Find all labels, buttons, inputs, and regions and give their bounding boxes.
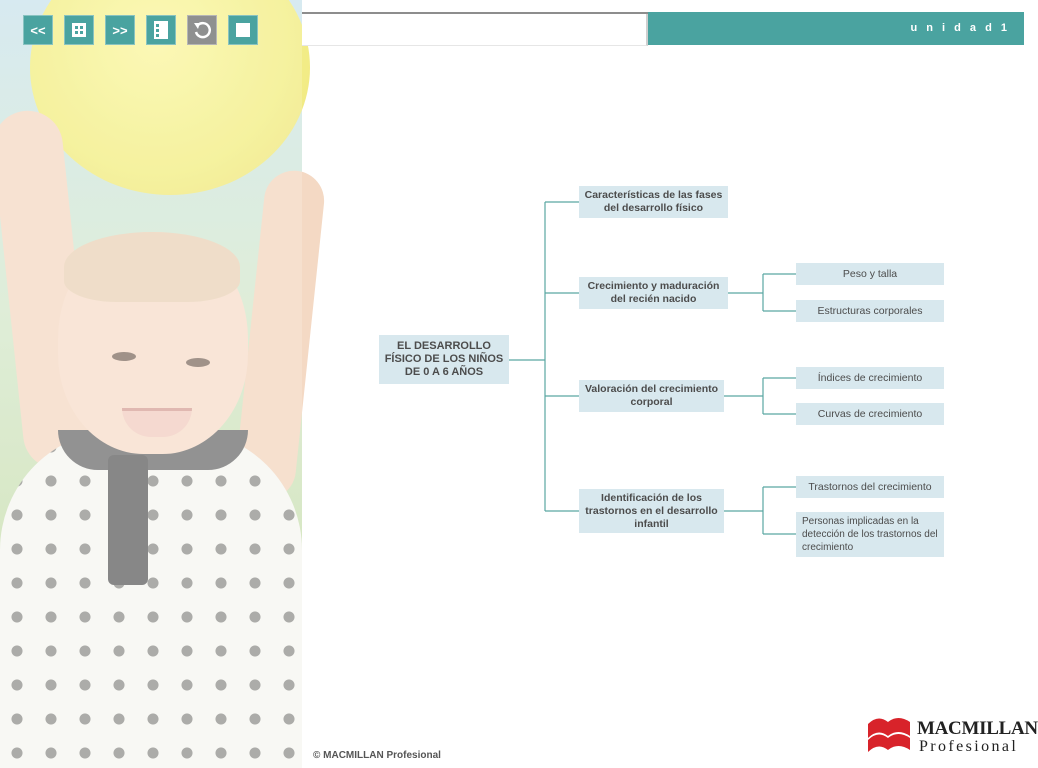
next-button[interactable] — [105, 15, 135, 45]
branch-node-2: Crecimiento y maduración del recién nacido — [579, 277, 728, 309]
copyright-text: © MACMILLAN Profesional — [313, 750, 441, 761]
dice-icon — [71, 22, 87, 38]
index-button[interactable] — [64, 15, 94, 45]
leaf-node-curvas: Curvas de crecimiento — [796, 403, 944, 425]
macmillan-logo — [866, 714, 1038, 758]
next-label: >> — [112, 22, 128, 38]
branch-node-1: Características de las fases del desarrollo físico — [579, 186, 728, 218]
contents-button[interactable] — [146, 15, 176, 45]
hero-photo — [0, 0, 302, 768]
branch-node-3: Valoración del crecimiento corporal — [579, 380, 724, 412]
leaf-node-personas: Personas implicadas en la detección de los trastornos del crecimiento — [796, 512, 944, 557]
macmillan-mark-icon — [866, 714, 914, 754]
previous-button[interactable] — [23, 15, 53, 45]
unit-label: u n i d a d 1 — [910, 22, 1010, 34]
leaf-node-peso-talla: Peso y talla — [796, 263, 944, 285]
branch-node-4: Identificación de los trastornos en el desarrollo infantil — [579, 489, 724, 533]
list-icon — [153, 21, 169, 39]
previous-label: << — [30, 22, 46, 38]
leaf-node-trastornos: Trastornos del crecimiento — [796, 476, 944, 498]
logo-sub: Profesional — [919, 738, 1019, 755]
stop-button[interactable] — [228, 15, 258, 45]
title-field — [302, 14, 648, 46]
undo-icon — [192, 20, 212, 40]
back-button[interactable] — [187, 15, 217, 45]
root-node: EL DESARROLLO FÍSICO DE LOS NIÑOS DE 0 A 6 AÑOS — [379, 335, 509, 384]
unit-banner — [648, 12, 1024, 45]
square-icon — [236, 23, 250, 37]
navigation-toolbar — [23, 15, 258, 45]
leaf-node-estructuras: Estructuras corporales — [796, 300, 944, 322]
leaf-node-indices: Índices de crecimiento — [796, 367, 944, 389]
logo-name: MACMILLAN — [917, 718, 1038, 739]
